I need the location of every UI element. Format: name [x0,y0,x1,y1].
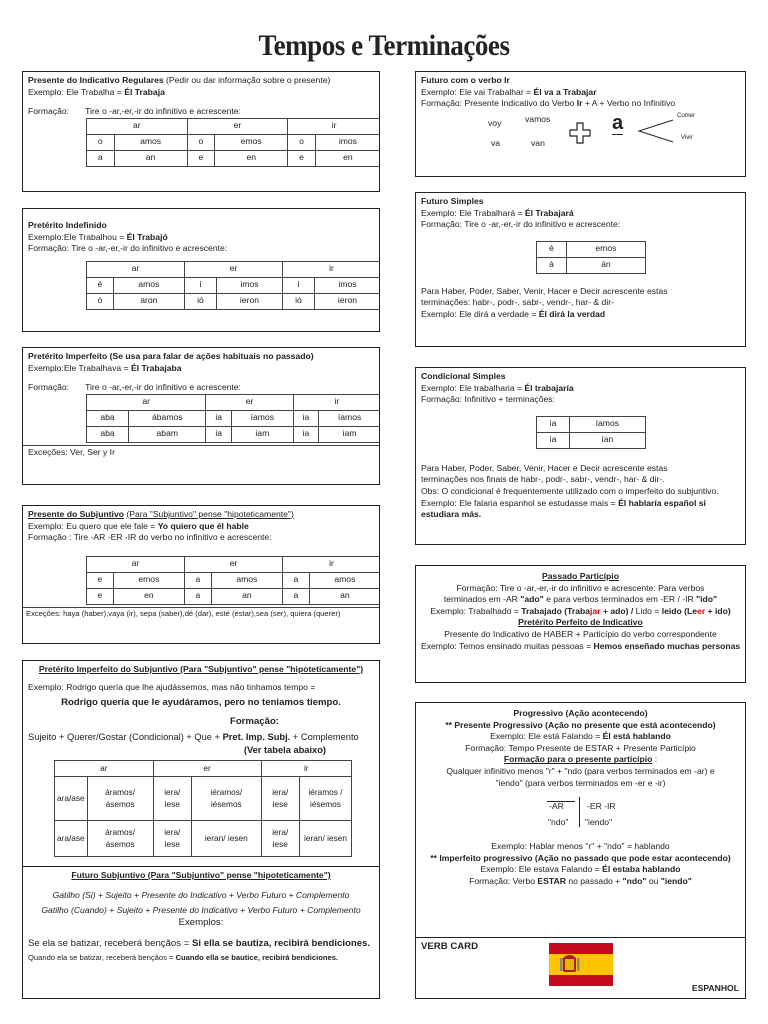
example-text: Exemplo: Hablar menos "r" + "ndo" = hablando [491,841,670,852]
table-cell: o [187,134,215,150]
section-subheading: ** Presente Progressivo (Ação no presente que está acontecendo) [445,719,716,730]
ir-diagram [421,110,740,162]
table-cell: áramos/ ásemos [87,777,153,821]
table-cell: ia [293,410,318,426]
example-text: Exemplo: Ele Trabalhará = [421,207,523,218]
table-cell: án [566,257,645,273]
futuro-subjuntivo-section [23,866,379,966]
removed-ending: jar [590,605,601,616]
table-cell: íamos [319,410,380,426]
table-cell: ía [537,432,570,448]
preterito-indefinido-box [22,208,380,332]
table-cell: emos [566,241,645,257]
formation-text: Formação: Tempo Presente de ESTAR + Presente Particípio [465,742,696,753]
example-spanish: Él hablaría español si estudiara más. [421,497,706,520]
progressivo-box [415,702,746,999]
table-cell: iera/ iese [261,821,299,857]
formation-text: Formação: Verbo [469,875,536,886]
example-spanish: leido (Le [661,605,698,616]
formation-bold: "ndo" [622,875,647,886]
section-subheading: Formação para o presente particípio [503,754,653,765]
example-spanish: Él Trabajó [126,231,168,242]
example-spanish: Él Trabajaba [130,362,182,373]
condicional-simples-box [415,367,746,545]
table-cell: imos [314,277,380,293]
table-cell: iera/ iese [153,821,191,857]
example-spanish: Él dirá la verdad [538,308,606,319]
table-cell: iam [319,426,380,442]
group-header: ir [261,761,351,777]
table-cell: amos [114,134,187,150]
table-cell: aron [113,293,184,309]
ending-label: -AR [549,801,564,812]
section-heading: Pretérito Imperfeito do Subjuntivo (Para "Subjuntivo" pense "hipoteticamente") [38,664,364,674]
group-header: ir [293,394,380,410]
example-spanish: Cuando ella se bautice, recibirá bendiciones. [175,952,339,962]
table-cell: íamos [231,410,293,426]
group-header: ar [87,261,185,277]
table-cell: íamos [569,416,645,432]
table-cell: ieron [216,293,282,309]
language-label: ESPANHOL [691,983,739,994]
group-header: er [206,394,293,410]
example-text: Exemplo: Temos ensinado muitas pessoas = [421,640,592,651]
group-header: ir [282,556,380,572]
examples-label: Exemplos: [178,916,224,928]
table-cell: iera/ iese [261,777,299,821]
table-cell: a [282,572,309,588]
table-cell: imos [216,277,282,293]
ending-value: "ndo" [548,817,569,828]
table-cell: en [113,588,184,604]
section-heading: Futuro Subjuntivo (Para "Subjuntivo" pense "hipoteticamente") [71,870,331,881]
table-cell: amos [113,277,184,293]
formula-line: Gatilho (Cuando) + Sujeito + Presente do Indicativo + Verbo Futuro + Complemento [41,905,361,916]
conjugation-word: vamos [525,113,551,124]
table-cell: o [288,134,316,150]
exceptions-text: Exceções: haya (haber),vaya (ir), sepa (saber),dé (dar), esté (estar),sea (ser), quiera (querer) [23,607,379,620]
section-heading: Presente do Subjuntivo [28,509,124,519]
formation-text: terminados em -AR [443,594,518,605]
example-text: Lido = [635,605,660,616]
presente-indicativo-box [22,71,380,192]
conjugation-table [86,118,380,167]
ending-bold: "ado" [520,594,544,605]
table-cell: e [288,150,316,166]
removed-ending: er [697,605,706,616]
formation-label: Formação: [28,382,70,393]
group-header: ar [87,118,188,134]
table-cell: an [309,588,380,604]
formation-bold: Ir [576,98,583,109]
table-cell: ara/ase [55,777,88,821]
group-header: ar [87,556,185,572]
table-cell: ían [569,432,645,448]
flag-stripe-yellow [549,954,613,975]
table-cell: en [315,150,380,166]
note-text: terminações: habr-, podr-, sabr-, vendr-, har- & dir- [421,297,614,308]
section-heading: Pretérito Imperfeito (Se usa para falar de ações habituais no passado) [28,351,314,361]
table-cell: iera/ iese [153,777,191,821]
formation-text: Formação: Tire o -ar,-er,-ir do infinitivo e acrescente: Para verbos [456,582,705,593]
group-header: er [184,556,282,572]
table-cell: ia [206,426,231,442]
table-cell: emos [113,572,184,588]
verb-card-label: VERB CARD [421,941,479,952]
formation-text: Formação: Tire o -ar,-er,-ir do infinitivo e acrescente: [28,243,228,254]
table-cell: e [87,588,114,604]
example-text: Exemplo:Ele Trabalhava = [28,362,129,373]
conjugation-table [86,261,380,310]
formation-text: Tire o -ar,-er,-ir do infinitivo e acrescente: [85,382,241,393]
table-cell: an [114,150,187,166]
table-cell: ara/ase [55,821,88,857]
conjugation-table [54,760,352,857]
table-cell: á [537,257,567,273]
example-spanish: Él Trabajará [524,207,574,218]
example-text: Exemplo: Ele estava Falando = [480,864,600,875]
formation-text: "iendo" (para verbos terminados em -er e -ir) [495,777,666,788]
table-cell: ía [537,416,570,432]
table-cell: o [87,134,115,150]
group-header: ir [288,118,380,134]
section-heading: Pretérito Indefinido [28,220,107,230]
example-spanish: + ado) [602,605,629,616]
table-cell: aba [87,410,129,426]
group-header: er [187,118,288,134]
table-cell: í [282,277,314,293]
flag-stripe-red [549,943,613,954]
example-spanish: Hemos enseñado muchas personas [593,640,741,651]
formation-text: + A + Verbo no Infinitivo [584,98,676,109]
passado-participio-box [415,565,746,683]
note-text: Para Haber, Poder, Saber, Venir, Hacer e Decir acrescente estas [421,285,668,296]
example-spanish: Yo quiero que él hable [157,520,249,531]
ending-split-diagram [421,795,740,837]
example-text: Exemplo:Ele Trabalhou = [28,231,125,242]
table-cell: ió [282,293,314,309]
formation-text: Qualquer infinitivo menos "r" + "ndo (para verbos terminados em -ar) e [446,765,715,776]
formation-bold: ESTAR [537,875,566,886]
see-table-note: (Ver tabela abaixo) [243,744,326,755]
example-text: Exemplo: Ele Trabalha = [28,86,122,97]
example-text: Exemplo: Ele está Falando = [490,731,601,742]
table-cell: ieran/ iesen [300,821,352,857]
page-title: Tempos e Terminações [258,29,510,62]
table-cell: a [184,588,211,604]
punctuation: : [654,754,658,765]
group-header: ar [87,394,206,410]
formation-text: Sujeito + Querer/Gostar (Condicional) + Que + [28,732,220,743]
table-cell: a [184,572,211,588]
infinitive-example: Comer [677,112,696,119]
table-cell: amos [309,572,380,588]
formation-bold: Pret. Imp. Subj. [222,732,291,743]
table-cell: iéramos/ iésemos [192,777,262,821]
split-divider [579,797,580,827]
example-spanish: Él va a Trabajar [533,86,597,97]
formation-text: Formação : Tire -AR -ER -IR do verbo no infinitivo e acrescente: [28,532,272,543]
formation-text: + Complemento [292,732,359,743]
section-heading: Condicional Simples [421,371,506,381]
note-text: Para Haber, Poder, Saber, Venir, Hacer e Decir acrescente estas [421,462,668,473]
preposition-a: a [612,111,624,134]
section-heading: Progressivo (Ação acontecendo) [513,708,648,718]
example-text: Exemplo: Ele trabalharia = [421,382,523,393]
formation-text: ou [648,875,659,886]
table-cell: é [87,277,114,293]
example-spanish: Él estaba hablando [602,864,681,875]
table-cell: en [215,150,288,166]
table-cell: ió [184,293,216,309]
group-header: ir [282,261,380,277]
example-text: Quando ela se batizar, receberá bençãos = [28,952,174,962]
table-cell: a [282,588,309,604]
formation-text: Formação: Presente Indicativo do Verbo [421,98,575,109]
conjugation-word: voy [488,117,502,128]
table-cell: í [184,277,216,293]
formula-line: Gatilho (Si) + Sujeito + Presente do Indicativo + Verbo Futuro + Complemento [52,889,350,900]
flag-stripe-red [549,975,613,986]
conjugation-word: va [491,137,501,148]
heading-note: (Para "Subjuntivo" pense "hipoteticamente") [126,509,294,519]
table-cell: aba [87,426,129,442]
exceptions-text: Exceções: Ver, Ser y Ir [23,445,379,460]
branch-arrow-icon [635,118,675,144]
example-text: Exemplo: Eu quero que ele fale = [28,520,156,531]
formation-bold: "iendo" [660,875,692,886]
table-cell: iam [231,426,293,442]
conjugation-word: van [531,137,545,148]
example-spanish: Trabajado (Traba [521,605,591,616]
conjugation-table [536,241,646,274]
conjugation-table [86,394,380,443]
table-cell: an [211,588,282,604]
table-cell: ieran/ iesen [192,821,262,857]
table-cell: ó [87,293,114,309]
imperfeito-subjuntivo-box [22,660,380,999]
table-cell: emos [215,134,288,150]
example-text: Exemplo: Trabalhado = [430,605,519,616]
section-subheading: Pretérito Perfeito de Indicativo [518,617,643,628]
section-subheading: ** Imperfeito progressivo (Ação no passado que pode estar acontecendo) [430,852,731,863]
group-header: ar [55,761,154,777]
table-cell: é [537,241,567,257]
section-heading: Futuro Simples [421,196,484,206]
group-header: er [184,261,282,277]
table-cell: ieron [314,293,380,309]
example-spanish: Si ella se bautiza, recibirá bendiciones. [192,937,371,949]
example-spanish: Él Trabaja [124,86,165,97]
table-cell: iéramos / iésemos [300,777,352,821]
formation-text: Formação: Infinitivo + terminações: [421,394,555,405]
ending-bold: "ido" [696,594,718,605]
example-spanish: Rodrigo quería que le ayudáramos, pero no teniamos tiempo. [61,697,341,709]
formation-text: Presente do Indicativo de HABER + Particípio do verbo correspondente [444,628,717,639]
heading-note: (Pedir ou dar informação sobre o presente) [166,75,331,85]
formation-label: Formação: [28,106,70,117]
formation-text: e para verbos terminados em -ER / -IR [546,594,694,605]
example-text: Exemplo: Rodrigo quería que lhe ajudássemos, mas não tinhamos tempo = [28,681,316,692]
example-spanish: Él está hablando [602,731,671,742]
formation-text: no passado + [568,875,621,886]
example-spanish: Él trabajaría [524,382,574,393]
table-cell: a [87,150,115,166]
example-text: Exemplo: Ele falaria espanhol se estudasse mais = [421,497,616,508]
plus-icon [569,122,591,144]
table-cell: imos [315,134,380,150]
group-header: er [153,761,261,777]
table-cell: ia [293,426,318,442]
infinitive-example: Vivir [681,134,693,141]
example-text: Exemplo: Ele dirá a verdade = [421,308,537,319]
presente-subjuntivo-box [22,505,380,644]
example-spanish: + ido) [707,605,731,616]
preterito-imperfeito-box [22,347,380,485]
formation-text: Formação: Tire o -ar,-er,-ir do infinitivo e acrescente: [421,219,621,230]
table-cell: ábamos [129,410,206,426]
table-cell: e [187,150,215,166]
table-cell: ia [206,410,231,426]
obs-text: Obs: O condicional é frequentemente utilizado com o imperfeito do subjuntivo. [421,485,719,496]
formation-text: Tire o -ar,-er,-ir do infinitivo e acrescente: [85,106,241,117]
table-cell: amos [211,572,282,588]
section-heading: Presente do Indicativo Regulares [28,75,164,85]
verb-card-footer [416,937,745,998]
note-text: terminações nos finais de habr-, podr-, sabr-, vendr-, har- & dir-. [421,474,665,485]
ending-label: -ER -IR [587,801,616,812]
table-cell: áramos/ ásemos [87,821,153,857]
example-text: Se ela se batizar, receberá bençãos = [28,937,190,949]
table-cell: abam [129,426,206,442]
separator: / [630,605,634,616]
example-text: Exemplo: Ele vai Trabalhar = [421,86,532,97]
conjugation-table [536,416,646,449]
conjugation-table [86,556,380,605]
spain-flag-icon [549,943,613,986]
futuro-ir-box [415,71,746,177]
formation-title: Formação: [229,716,279,728]
section-heading: Futuro com o verbo Ir [421,75,510,85]
ending-value: "iendo" [585,817,613,828]
section-heading: Passado Particípio [542,571,619,581]
futuro-simples-box [415,192,746,347]
table-cell: e [87,572,114,588]
